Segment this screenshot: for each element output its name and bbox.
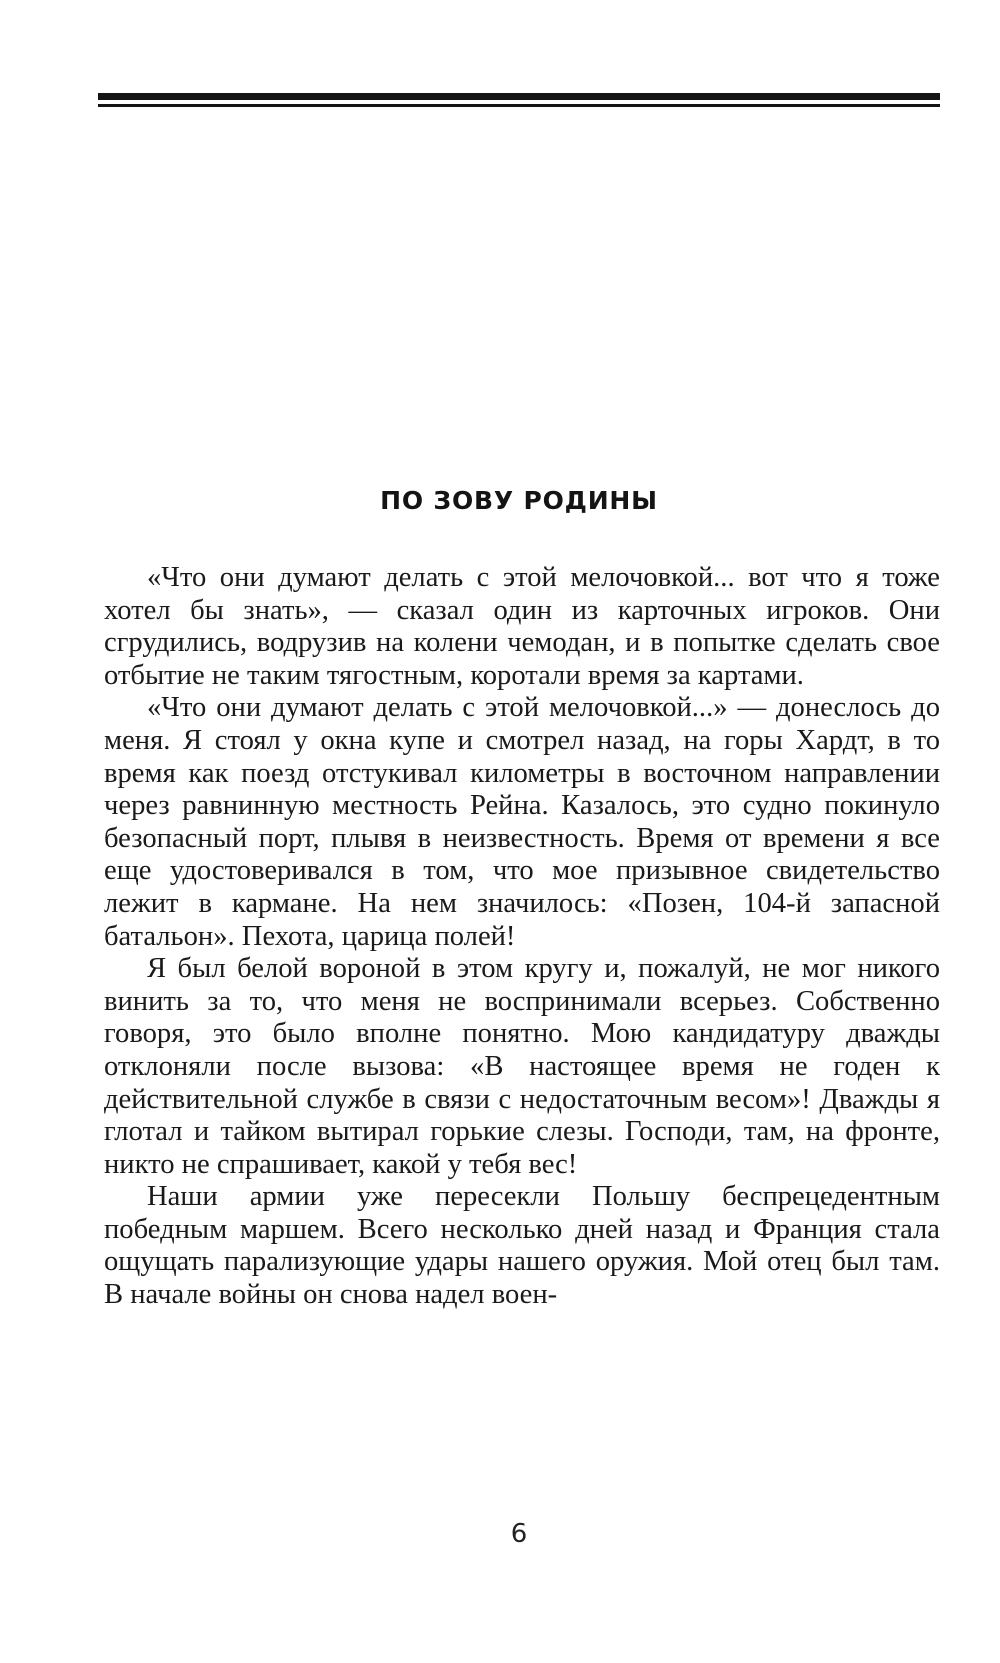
chapter-title: ПО ЗОВУ РОДИНЫ [380, 486, 658, 515]
paragraph: «Что они думают делать с этой мелочовкой... вот что я тоже хотел бы знать», — сказал один из карточных игроков. Они сгрудились, водрузив на колени чемодан, и в попытке сделать свое отбытие не таким тягостным, коротали время за картами. [104, 562, 940, 691]
paragraph: Я был белой вороной в этом кругу и, пожалуй, не мог никого винить за то, что меня не воспринимали всерьез. Собственно говоря, это было вполне понятно. Мою кандидатуру дважды отклоняли после вызова: «В настоящее время не годен к действительной службе в связи с недостаточным весом»! Дважды я глотал и тайком вытирал горькие слезы. Господи, там, на фронте, никто не спрашивает, какой у тебя вес! [104, 953, 940, 1180]
paragraph: «Что они думают делать с этой мелочовкой...» — донеслось до меня. Я стоял у окна купе и смотрел назад, на горы Хардт, в то время как поезд отстукивал километры в восточном направлении через равнинную местность Рейна. Казалось, это судно покинуло безопасный порт, плывя в неизвестность. Время от времени я все еще удостоверивался в том, что мое призывное свидетельство лежит в кармане. На нем значилось: «Позен, 104-й запасной батальон». Пехота, царица полей! [104, 692, 940, 952]
body-text [104, 562, 940, 1312]
paragraph: Наши армии уже пересекли Польшу беспрецедентным победным маршем. Всего несколько дней назад и Франция стала ощущать парализующие удары нашего оружия. Мой отец был там. В начале войны он снова надел воен- [104, 1181, 940, 1311]
page-number: 6 [510, 1519, 528, 1549]
header-rule-thick [98, 93, 940, 100]
header-rule-thin [98, 104, 940, 107]
